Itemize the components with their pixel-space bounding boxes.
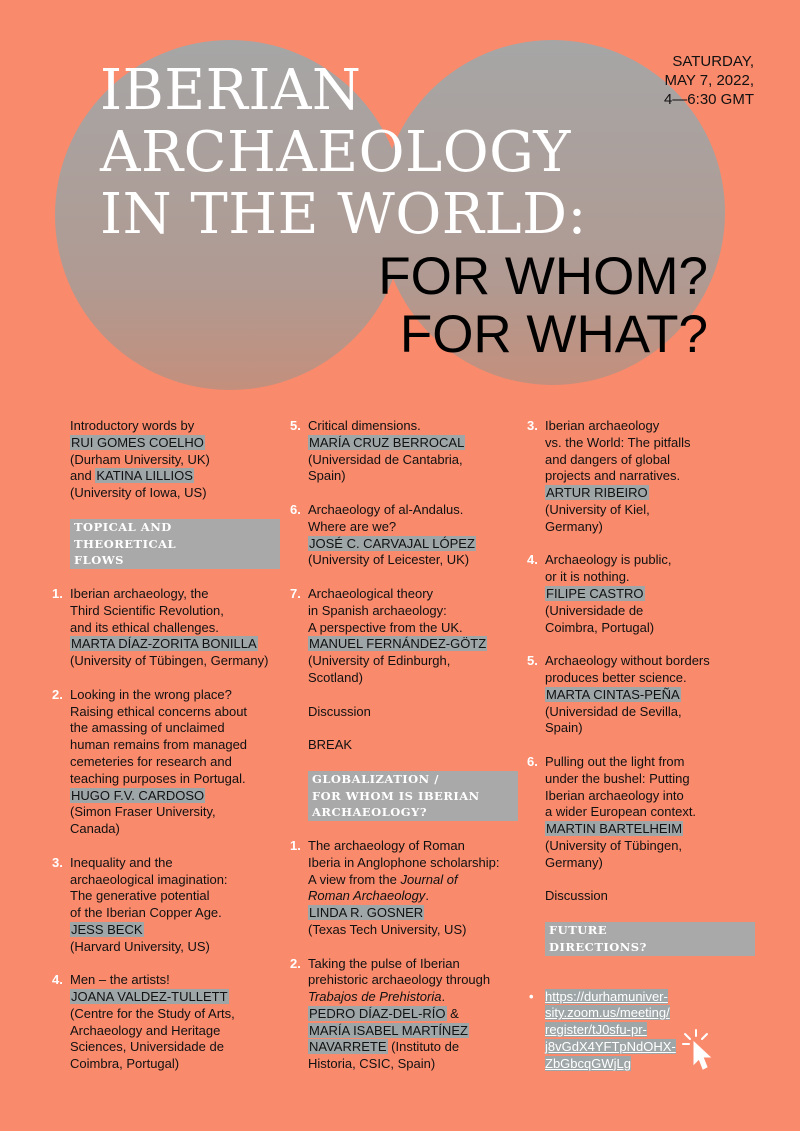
speaker-name: MARÍA CRUZ BERROCAL — [309, 434, 465, 450]
talk-title-line: and dangers of global — [545, 451, 671, 467]
affiliation: Sciences, Universidade de — [70, 1039, 224, 1055]
discussion-label: Discussion — [545, 888, 608, 904]
section-heading-line: FLOWS — [74, 553, 124, 568]
affiliation: (University of Iowa, US) — [70, 485, 207, 501]
talk-title-line: Taking the pulse of Iberian — [308, 955, 460, 971]
talk-number: 1. — [290, 837, 301, 853]
program-column-2 — [290, 418, 518, 1090]
link-line[interactable]: ZbGbcqGWjLg — [545, 1055, 631, 1071]
talk-number: 1. — [52, 585, 63, 601]
journal-title: Roman Archaeology — [308, 888, 426, 904]
bullet-icon: • — [529, 988, 534, 1004]
talk-item — [290, 585, 518, 687]
talk-title-line: Men – the artists! — [70, 972, 170, 988]
talk-item — [52, 854, 280, 956]
talk-number: 6. — [527, 753, 538, 769]
section-heading-line: TOPICAL AND — [74, 519, 172, 534]
talk-title-line: . — [441, 989, 446, 1005]
intro-and: and — [70, 468, 92, 484]
talk-number: 2. — [52, 686, 63, 702]
talk-item — [527, 653, 755, 737]
talk-item — [290, 418, 518, 485]
affiliation: Spain) — [545, 720, 583, 736]
speaker-name: LINDA R. GOSNER — [309, 905, 424, 921]
talk-title-line: Archaeological theory — [308, 585, 434, 601]
section-heading-future — [545, 922, 755, 956]
affiliation: (Simon Fraser University, — [70, 804, 216, 820]
subtitle-line: FOR WHOM? — [378, 247, 708, 306]
talk-title-line: prehistoric archaeology through — [308, 972, 491, 988]
title-line: IN THE WORLD: — [100, 182, 587, 247]
affiliation: (University of Edinburgh, — [308, 653, 451, 669]
poster-subtitle — [378, 248, 708, 364]
talk-title-line: archaeological imagination: — [70, 871, 228, 887]
section-heading-line: FOR WHOM IS IBERIAN — [312, 788, 480, 803]
journal-title: Trabajos de Prehistoria — [308, 989, 442, 1005]
speaker-name: RUI GOMES COELHO — [71, 434, 204, 450]
speaker-name: JOANA VALDEZ-TULLETT — [71, 989, 228, 1005]
speaker-name: NAVARRETE — [309, 1039, 387, 1055]
talk-item — [52, 686, 280, 838]
talk-title-line: A perspective from the UK. — [308, 619, 463, 635]
cursor-click-icon — [677, 1028, 717, 1072]
affiliation: (Texas Tech University, US) — [308, 921, 467, 937]
section-heading-line: GLOBALIZATION / — [312, 771, 439, 786]
affiliation: (Universidade de — [545, 602, 644, 618]
talk-item — [52, 585, 280, 670]
speaker-name: JOSÉ C. CARVAJAL LÓPEZ — [309, 535, 475, 551]
section-heading-line: DIRECTIONS? — [549, 939, 647, 954]
subtitle-line: FOR WHAT? — [399, 305, 708, 364]
speaker-name: PEDRO DÍAZ-DEL-RÍO — [309, 1005, 446, 1021]
talk-title-line: teaching purposes in Portugal. — [70, 770, 246, 786]
affiliation: Historia, CSIC, Spain) — [308, 1056, 436, 1072]
affiliation: (Universidad de Sevilla, — [545, 703, 682, 719]
affiliation: (University of Kiel, — [545, 501, 650, 517]
affiliation: (Universidad de Cantabria, — [308, 451, 463, 467]
talk-item — [527, 418, 755, 536]
affiliation: (Centre for the Study of Arts, — [70, 1005, 235, 1021]
title-line: IBERIAN — [100, 58, 362, 123]
talk-title-line: Where are we? — [308, 518, 397, 534]
talk-title-line: Critical dimensions. — [308, 418, 421, 433]
speaker-name: MARTA CINTAS-PEÑA — [546, 686, 680, 702]
talk-title-line: Inequality and the — [70, 854, 173, 870]
talk-title-line: Iberian archaeology — [545, 418, 660, 433]
affiliation: (University of Tübingen, Germany) — [70, 653, 269, 669]
affiliation: Coimbra, Portugal) — [545, 619, 655, 635]
speaker-name: MARTIN BARTELHEIM — [546, 821, 683, 837]
talk-title-line: A view from the — [308, 871, 401, 887]
talk-number: 3. — [52, 854, 63, 870]
talk-number: 4. — [52, 972, 63, 988]
link-line[interactable]: sity.zoom.us/meeting/ — [545, 1005, 670, 1021]
affiliation: (University of Leicester, UK) — [308, 552, 470, 568]
affiliation: Canada) — [70, 821, 120, 837]
talk-title-line: The archaeology of Roman — [308, 837, 465, 853]
link-line[interactable]: register/tJ0sfu-pr- — [545, 1022, 647, 1038]
talk-title-line: vs. the World: The pitfalls — [545, 434, 691, 450]
journal-title: Journal of — [400, 871, 458, 887]
intro-text: Introductory words by — [70, 418, 195, 433]
speaker-name: KATINA LILLIOS — [96, 468, 193, 484]
speaker-name: HUGO F.V. CARDOSO — [71, 787, 205, 803]
talk-title-line: Archaeology is public, — [545, 552, 672, 568]
speaker-name: JESS BECK — [71, 921, 143, 937]
talk-number: 4. — [527, 552, 538, 568]
title-line: ARCHAEOLOGY — [100, 120, 571, 185]
date-line: MAY 7, 2022, — [664, 72, 754, 89]
section-heading-line: ARCHAEOLOGY? — [312, 805, 428, 820]
speaker-name: MARTA DÍAZ-ZORITA BONILLA — [71, 636, 257, 652]
section-heading-line: FUTURE — [549, 922, 608, 937]
talk-title-line: in Spanish archaeology: — [308, 602, 447, 618]
section-heading-topical — [70, 519, 280, 569]
talk-number: 5. — [290, 418, 301, 433]
talk-title-line: of the Iberian Copper Age. — [70, 905, 222, 921]
affiliation: Scotland) — [308, 669, 363, 685]
talk-title-line: Archaeology without borders — [545, 653, 710, 669]
link-line[interactable]: j8vGdX4YFTpNdOHX- — [545, 1038, 676, 1054]
link-line[interactable]: https://durhamuniver- — [545, 988, 668, 1004]
speaker-name: MARÍA ISABEL MARTÍNEZ — [309, 1022, 468, 1038]
talk-title-line: cemeteries for research and — [70, 753, 232, 769]
section-heading-globalization — [308, 771, 518, 821]
talk-number: 6. — [290, 501, 301, 517]
talk-title-line: human remains from managed — [70, 737, 248, 753]
speaker-name: MANUEL FERNÁNDEZ-GÖTZ — [309, 636, 487, 652]
event-date — [664, 52, 754, 109]
talk-title-line: the amassing of unclaimed — [70, 720, 225, 736]
talk-number: 5. — [527, 653, 538, 669]
break-label: BREAK — [308, 737, 353, 753]
talk-title-line: Third Scientific Revolution, — [70, 602, 224, 618]
talk-number: 2. — [290, 955, 301, 971]
talk-title-line: The generative potential — [70, 888, 210, 904]
affiliation: (University of Tübingen, — [545, 837, 683, 853]
talk-title-line: Iberian archaeology into — [545, 787, 684, 803]
talk-title-line: produces better science. — [545, 669, 687, 685]
section-heading-line: THEORETICAL — [74, 536, 177, 551]
affiliation: Archaeology and Heritage — [70, 1022, 221, 1038]
date-line: SATURDAY, — [672, 53, 754, 70]
talk-item — [290, 501, 518, 569]
talk-title-line: . — [425, 888, 429, 904]
talk-title-line: Pulling out the light from — [545, 753, 685, 769]
affiliation: Spain) — [308, 468, 346, 484]
talk-title-line: projects and narratives. — [545, 468, 681, 484]
ampersand: & — [446, 1005, 459, 1021]
talk-number: 7. — [290, 585, 301, 601]
talk-item — [290, 837, 518, 939]
talk-item — [527, 753, 755, 872]
talk-title-line: under the bushel: Putting — [545, 770, 690, 786]
talk-title-line: Archaeology of al-Andalus. — [308, 501, 464, 517]
talk-title-line: and its ethical challenges. — [70, 619, 219, 635]
talk-title-line: Iberian archaeology, the — [70, 585, 209, 601]
date-line: 4—6:30 GMT — [663, 91, 754, 108]
speaker-name: FILIPE CASTRO — [546, 585, 644, 601]
affiliation: Coimbra, Portugal) — [70, 1056, 180, 1072]
affiliation: Germany) — [545, 518, 603, 534]
affiliation: (Durham University, UK) — [70, 451, 210, 467]
affiliation: (Harvard University, US) — [70, 938, 210, 954]
talk-title-line: Iberia in Anglophone scholarship: — [308, 854, 500, 870]
registration-link-block — [529, 988, 755, 1073]
registration-link[interactable] — [545, 989, 755, 1073]
talk-title-line: a wider European context. — [545, 804, 697, 820]
talk-item — [290, 955, 518, 1074]
talk-title-line: or it is nothing. — [545, 569, 630, 585]
affiliation: Germany) — [545, 854, 603, 870]
speaker-name: ARTUR RIBEIRO — [546, 485, 648, 501]
talk-item — [52, 972, 280, 1073]
talk-number: 3. — [527, 418, 538, 433]
intro-block — [70, 418, 280, 502]
program-column-3 — [527, 418, 755, 1089]
affiliation: (Instituto de — [387, 1039, 460, 1055]
discussion-label: Discussion — [308, 703, 371, 719]
talk-item — [527, 552, 755, 636]
poster-title — [100, 60, 587, 246]
talk-title-line: Raising ethical concerns about — [70, 703, 248, 719]
talk-title-line: Looking in the wrong place? — [70, 686, 232, 702]
program-column-1 — [52, 418, 280, 1090]
